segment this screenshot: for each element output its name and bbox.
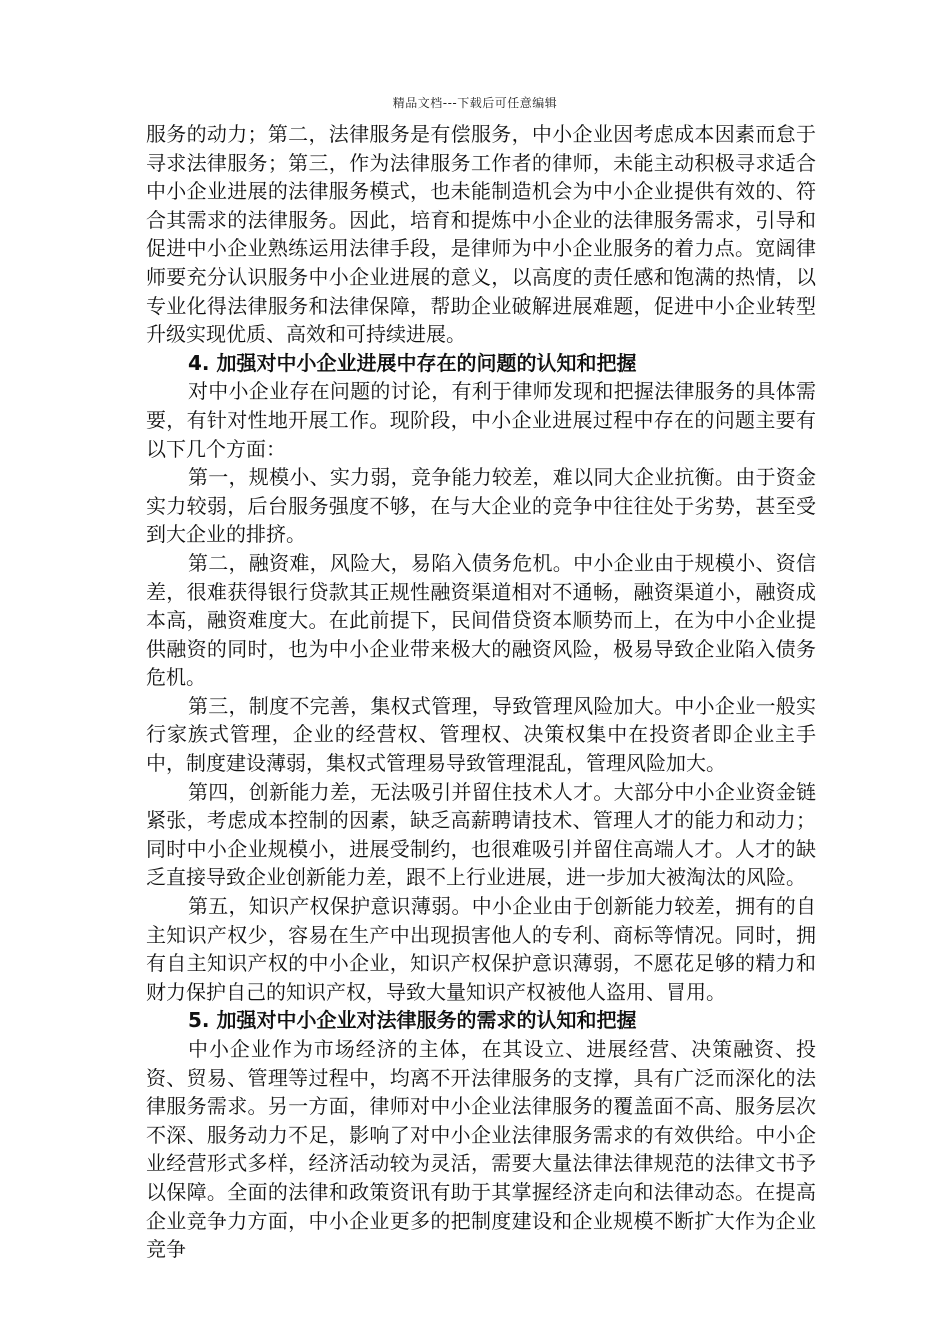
paragraph: 第一，规模小、实力弱，竞争能力较差，难以同大企业抗衡。由于资金实力较弱，后台服务强度不够，在与大企业的竞争中往往处于劣势，甚至受到大企业的排挤。 [146,465,816,547]
section-heading-4: 4. 加强对中小企业进展中存在的问题的认知和把握 [188,350,637,375]
section-heading-5: 5. 加强对中小企业对法律服务的需求的认知和把握 [188,1008,637,1033]
paragraph: 第四，创新能力差，无法吸引并留住技术人才。大部分中小企业资金链紧张，考虑成本控制的因素，缺乏高薪聘请技术、管理人才的能力和动力；同时中小企业规模小，进展受制约，也很难吸引并留住高端人才。人才的缺乏直接导致企业创新能力差，跟不上行业进展，进一步加大被淘汰的风险。 [146,779,816,890]
paragraph: 第二，融资难，风险大，易陷入债务危机。中小企业由于规模小、资信差，很难获得银行贷款其正规性融资渠道相对不通畅，融资渠道小，融资成本高，融资难度大。在此前提下，民间借贷资本顺势而上，在为中小企业提供融资的同时，也为中小企业带来极大的融资风险，极易导致企业陷入债务危机。 [146,550,816,690]
paragraph: 第三，制度不完善，集权式管理，导致管理风险加大。中小企业一般实行家族式管理，企业的经营权、管理权、决策权集中在投资者即企业主手中，制度建设薄弱，集权式管理易导致管理混乱，管理风险加大。 [146,693,816,776]
page-header: 精品文档---下载后可任意编辑 [392,96,558,110]
paragraph: 对中小企业存在问题的讨论，有利于律师发现和把握法律服务的具体需要，有针对性地开展工作。现阶段，中小企业进展过程中存在的问题主要有以下几个方面： [146,379,816,461]
paragraph: 第五，知识产权保护意识薄弱。中小企业由于创新能力较差，拥有的自主知识产权少，容易在生产中出现损害他人的专利、商标等情况。同时，拥有自主知识产权的中小企业，知识产权保护意识薄弱，不愿花足够的精力和财力保护自己的知识产权，导致大量知识产权被他人盗用、冒用。 [146,894,816,1004]
document-body [146,120,816,1264]
paragraph: 服务的动力；第二，法律服务是有偿服务，中小企业因考虑成本因素而怠于寻求法律服务；第三，作为法律服务工作者的律师，未能主动积极寻求适合中小企业进展的法律服务模式，也未能制造机会为中小企业提供有效的、符合其需求的法律服务。因此，培育和提炼中小企业的法律服务需求，引导和促进中小企业熟练运用法律手段，是律师为中小企业服务的着力点。宽阔律师要充分认识服务中小企业进展的意义，以高度的责任感和饱满的热情，以专业化得法律服务和法律保障，帮助企业破解进展难题，促进中小企业转型升级实现优质、高效和可持续进展。 [146,122,816,347]
paragraph: 中小企业作为市场经济的主体，在其设立、进展经营、决策融资、投资、贸易、管理等过程中，均离不开法律服务的支撑，具有广泛而深化的法律服务需求。另一方面，律师对中小企业法律服务的覆盖面不高、服务层次不深、服务动力不足，影响了对中小企业法律服务需求的有效供给。中小企业经营形式多样，经济活动较为灵活，需要大量法律法律规范的法律文书予以保障。全面的法律和政策资讯有助于其掌握经济走向和法律动态。在提高企业竞争力方面，中小企业更多的把制度建设和企业规模不断扩大作为企业竞争 [146,1037,816,1262]
